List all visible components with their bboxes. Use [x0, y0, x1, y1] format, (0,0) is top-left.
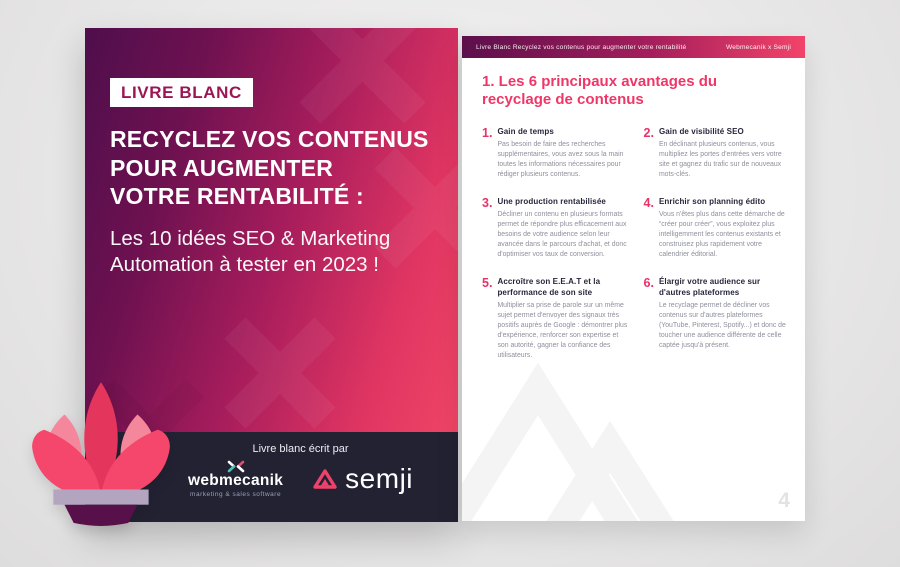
advantage-item-2	[644, 127, 790, 180]
cover-title-line-2: POUR AUGMENTER	[110, 154, 334, 181]
item-number: 5.	[482, 276, 493, 291]
advantages-grid	[482, 127, 789, 362]
item-title: Élargir votre audience sur d'autres plateformes	[658, 277, 761, 297]
page-header-right-text: Webmecanik x Semji	[725, 43, 791, 51]
semji-wordmark: semji	[345, 463, 414, 495]
cover-title-line-1: RECYCLEZ VOS CONTENUS	[110, 126, 429, 152]
item-number: 1.	[482, 125, 493, 140]
cover-subtitle-line-2: Automation à tester en 2023 !	[110, 252, 379, 276]
livre-blanc-badge: LIVRE BLANC	[110, 78, 253, 107]
page-number: 4	[778, 489, 790, 512]
advantage-item-5	[482, 277, 628, 361]
item-body: Décliner un contenu en plusieurs formats permet de répondre plus efficacement aux besoins de votre audience selon leur avancée dans le parcours d'achat, et donc d'optimiser vos taux de conversion.	[497, 211, 627, 259]
section-heading: 1. Les 6 principaux avantages du recyclage de contenus	[482, 73, 718, 109]
cover-subtitle	[110, 226, 458, 278]
advantage-item-3	[482, 197, 628, 260]
item-title: Accroître son E.E.A.T et la performance de son site	[497, 277, 601, 297]
cover-subtitle-line-1: Les 10 idées SEO & Marketing	[110, 226, 391, 250]
cover-title-line-3: VOTRE RENTABILITÉ :	[110, 183, 364, 210]
item-title: Gain de visibilité SEO	[658, 126, 744, 136]
whitepaper-inner-page	[462, 36, 805, 521]
item-title: Gain de temps	[497, 126, 554, 136]
cover-title	[110, 125, 458, 211]
item-number: 4.	[643, 195, 654, 210]
advantage-item-6	[644, 277, 790, 361]
lotus-plant-pot-illustration	[24, 374, 178, 528]
webmecanik-logo	[188, 460, 283, 498]
semji-logo	[313, 465, 413, 493]
advantage-item-4	[644, 197, 790, 260]
item-number: 3.	[482, 195, 493, 210]
item-body: Vous n'êtes plus dans cette démarche de “créer pour créer”, vous exploitez plus intelligemment les contenus existants et construisez plus rapidement votre calendrier éditorial.	[658, 211, 785, 259]
page-header-left-text: Livre Blanc Recyclez vos contenus pour augmenter votre rentabilité	[476, 43, 687, 51]
advantage-item-1	[482, 127, 628, 180]
semji-triangle-icon	[313, 468, 337, 490]
item-number: 2.	[643, 125, 654, 140]
item-title: Une production rentabilisée	[497, 196, 606, 206]
page-header-bar	[462, 36, 805, 58]
webmecanik-tagline: marketing & sales software	[190, 491, 282, 499]
item-body: En déclinant plusieurs contenus, vous multipliez les portes d'entrées vers votre site et gagnez du trafic sur de nouveaux mots-clés.	[658, 140, 782, 178]
item-body: Pas besoin de faire des recherches supplémentaires, vous avez sous la main toutes les informations nécessaires pour rédiger plusieurs contenus.	[497, 140, 624, 178]
item-body: Le recyclage permet de décliner vos contenus sur d'autres plateformes (YouTube, Pinterest, Spotify...) et donc de toucher une audience différente de celle captée jusqu'à présent.	[658, 302, 786, 350]
item-title: Enrichir son planning édito	[658, 196, 766, 206]
item-number: 6.	[643, 276, 654, 291]
webmecanik-wordmark: webmecanik	[187, 472, 284, 489]
item-body: Multiplier sa prise de parole sur un même sujet permet d'envoyer des signaux très positifs auprès de Google : démontrer plus d'expérience, renforcer son expertise et son autorité, gagner la confiance des utilisateurs.	[497, 302, 628, 360]
written-by-label: Livre blanc écrit par	[252, 443, 349, 455]
